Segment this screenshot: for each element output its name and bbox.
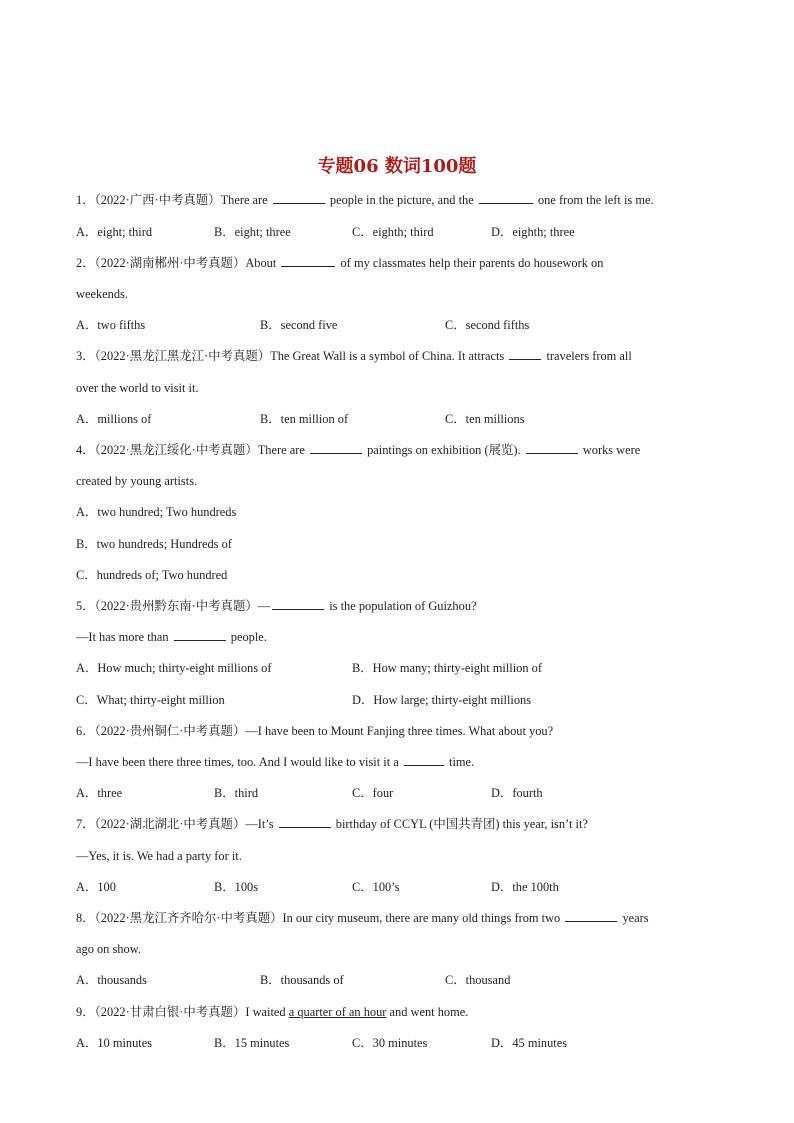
question-number: 2．	[76, 256, 95, 270]
answer-blank	[565, 909, 617, 922]
question-source: （2022·湖北湖北·中考真题）	[94, 817, 246, 831]
question-source: （2022·黑龙江齐齐哈尔·中考真题）	[94, 911, 283, 925]
answer-blank	[509, 347, 541, 360]
question-3-continuation: over the world to visit it.	[76, 381, 199, 395]
option-c: C．hundreds of; Two hundred	[76, 568, 228, 582]
option-b: B．eight; three	[214, 225, 291, 239]
question-5-stem	[76, 596, 477, 616]
option-a: A．two hundred; Two hundreds	[76, 505, 237, 519]
stem-text: people in the picture, and the	[329, 193, 474, 207]
question-source: （2022·贵州黔东南·中考真题）	[94, 599, 258, 613]
question-source: （2022·甘肃白银·中考真题）	[94, 1005, 246, 1019]
question-number: 4．	[76, 443, 95, 457]
answer-blank	[281, 254, 335, 267]
question-2-stem	[76, 253, 603, 273]
stem-text: paintings on exhibition (展览).	[367, 443, 521, 457]
stem-text: people.	[230, 630, 267, 644]
option-d: D．45 minutes	[491, 1036, 568, 1050]
question-4-continuation: created by young artists.	[76, 474, 198, 488]
stem-text: I waited	[245, 1005, 286, 1019]
question-source: （2022·湖南郴州·中考真题）	[94, 256, 246, 270]
option-b: B．thousands of	[260, 973, 344, 987]
page-title: 专题06 数词100题	[317, 156, 477, 177]
question-source: （2022·广西·中考真题）	[94, 193, 221, 207]
option-a: A．10 minutes	[76, 1036, 153, 1050]
option-d: D．How large; thirty-eight millions	[352, 693, 532, 707]
option-b: B．second five	[260, 318, 338, 332]
question-source: （2022·黑龙江绥化·中考真题）	[94, 443, 258, 457]
stem-text: —	[257, 599, 271, 613]
question-number: 9．	[76, 1005, 95, 1019]
question-source: （2022·黑龙江黑龙江·中考真题）	[94, 349, 271, 363]
question-number: 8．	[76, 911, 95, 925]
question-number: 1．	[76, 193, 95, 207]
option-c: C．ten millions	[445, 412, 525, 426]
question-6-continuation	[76, 752, 474, 772]
option-a: A．millions of	[76, 412, 152, 426]
answer-blank	[310, 441, 362, 454]
option-a: A．100	[76, 880, 116, 894]
option-b: B．100s	[214, 880, 259, 894]
option-c: C．eighth; third	[352, 225, 434, 239]
option-c: C．thousand	[445, 973, 511, 987]
question-5-continuation	[76, 627, 267, 647]
stem-text: and went home.	[389, 1005, 469, 1019]
option-c: C．100’s	[352, 880, 400, 894]
option-a: A．How much; thirty-eight millions of	[76, 661, 272, 675]
option-a: A．thousands	[76, 973, 147, 987]
answer-blank	[526, 441, 578, 454]
stem-text: birthday of CCYL (中国共青团) this year, isn’t it?	[335, 817, 588, 831]
question-6-stem	[76, 721, 553, 741]
answer-blank	[404, 753, 444, 766]
stem-text: years	[622, 911, 649, 925]
option-c: C．What; thirty-eight million	[76, 693, 225, 707]
stem-text: About	[245, 256, 277, 270]
answer-blank	[279, 815, 331, 828]
option-b: B．two hundreds; Hundreds of	[76, 537, 232, 551]
question-2-continuation: weekends.	[76, 287, 128, 301]
underlined-phrase: a quarter of an hour	[288, 1005, 387, 1019]
stem-text: There are	[220, 193, 268, 207]
stem-text: travelers from all	[546, 349, 632, 363]
stem-text: There are	[257, 443, 305, 457]
question-4-stem	[76, 440, 640, 460]
option-a: A．three	[76, 786, 123, 800]
option-c: C．second fifths	[445, 318, 530, 332]
question-number: 7．	[76, 817, 95, 831]
stem-text: In our city museum, there are many old things from two	[282, 911, 561, 925]
stem-text: is the population of Guizhou?	[329, 599, 477, 613]
option-c: C．30 minutes	[352, 1036, 428, 1050]
question-number: 6．	[76, 724, 95, 738]
stem-text: —It has more than	[76, 630, 169, 644]
option-d: D．the 100th	[491, 880, 559, 894]
answer-blank	[479, 191, 533, 204]
question-number: 5．	[76, 599, 95, 613]
stem-text: —It’s	[245, 817, 274, 831]
stem-text: time.	[449, 755, 475, 769]
answer-blank	[272, 597, 324, 610]
option-c: C．four	[352, 786, 394, 800]
option-a: A．two fifths	[76, 318, 146, 332]
option-d: D．eighth; three	[491, 225, 575, 239]
question-7-stem	[76, 814, 588, 834]
option-b: B．How many; thirty-eight million of	[352, 661, 542, 675]
stem-text: —I have been there three times, too. And I would like to visit it a	[76, 755, 399, 769]
question-7-continuation: —Yes, it is. We had a party for it.	[76, 849, 242, 863]
stem-text: The Great Wall is a symbol of China. It attracts	[270, 349, 505, 363]
answer-blank	[174, 628, 226, 641]
question-1-stem	[76, 190, 654, 210]
option-a: A．eight; third	[76, 225, 153, 239]
question-8-stem	[76, 908, 649, 928]
stem-text: —I have been to Mount Fanjing three times. What about you?	[245, 724, 554, 738]
question-source: （2022·贵州铜仁·中考真题）	[94, 724, 246, 738]
question-3-stem	[76, 346, 632, 366]
option-d: D．fourth	[491, 786, 543, 800]
stem-text: one from the left is me.	[537, 193, 654, 207]
stem-text: works were	[582, 443, 641, 457]
stem-text: of my classmates help their parents do housework on	[340, 256, 604, 270]
question-9-stem	[76, 1002, 468, 1022]
option-b: B．third	[214, 786, 259, 800]
question-number: 3．	[76, 349, 95, 363]
answer-blank	[273, 191, 325, 204]
option-b: B．ten million of	[260, 412, 349, 426]
question-8-continuation: ago on show.	[76, 942, 141, 956]
option-b: B．15 minutes	[214, 1036, 290, 1050]
